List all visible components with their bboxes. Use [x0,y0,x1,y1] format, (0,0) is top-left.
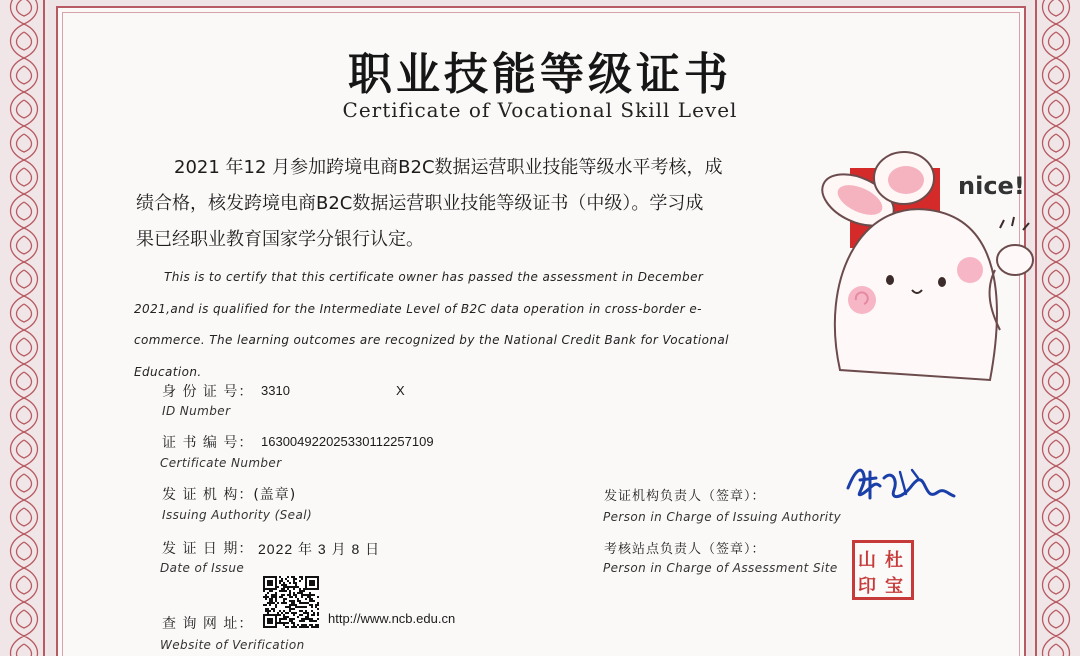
body-cn-line: 2021 年12 月参加跨境电商B2C数据运营职业技能等级水平考核，成 [174,157,723,178]
cert-number-value: 1630049220253301122571​09 [261,434,434,449]
body-text-en [134,262,780,388]
certificate-title-en: Certificate of Vocational Skill Level [342,98,738,122]
body-en-line: commerce. The learning outcomes are recognized by the National Credit Bank for Vocational [134,333,729,347]
id-value-end: X [396,383,405,398]
id-label-cn: 身 份 证 号： [162,384,254,400]
website-link[interactable]: http://www.ncb.edu.cn [328,611,456,626]
authority-label-en: Issuing Authority (Seal) [162,508,313,522]
certificate-title-cn: 职业技能等级证书 [348,49,732,100]
qr-finder [309,580,315,586]
website-label-cn: 查 询 网 址： [162,616,254,632]
qr-finder [267,618,273,624]
seal-char: 宝 [885,576,903,597]
seal-char: 印 [858,576,876,597]
sticker-nice-text: nice! [958,172,1025,200]
id-label-en: ID Number [162,404,231,418]
body-en-line: This is to certify that this certificate owner has passed the assessment in December [164,270,704,284]
body-en-line: 2021,and is qualified for the Intermediate Level of B2C data operation in cross-border e- [134,301,702,316]
date-label-cn: 发 证 日 期： [162,541,254,557]
body-text-cn [136,150,802,258]
date-value: 2022 年 3 月 8 日 [258,541,381,557]
cert-number-label-cn: 证 书 编 号： [162,435,254,451]
cert-number-label-en: Certificate Number [160,456,282,470]
body-en-line: Education. [134,364,202,379]
issuing-person-label-cn: 发证机构负责人（签章）： [604,489,766,504]
handwritten-signature [840,458,960,506]
site-person-label-en: Person in Charge of Assessment Site [603,561,838,575]
bunny-sticker [800,130,1040,400]
red-seal-stamp [852,540,914,600]
qr-finder [267,580,273,586]
date-label-en: Date of Issue [160,561,245,575]
qr-code[interactable] [263,576,319,628]
authority-label-cn: 发 证 机 构：(盖章) [162,487,297,503]
body-cn-line: 绩合格，核发跨境电商B2C数据运营职业技能等级证书（中级）。学习成 [136,193,704,214]
seal-char: 山 [858,550,876,571]
site-person-label-cn: 考核站点负责人（签章）： [604,542,766,557]
id-value-start: 3310 [261,383,290,398]
website-label-en: Website of Verification [160,638,305,652]
body-cn-line: 果已经职业教育国家学分银行认定。 [136,229,424,250]
seal-char: 杜 [885,550,903,571]
issuing-person-label-en: Person in Charge of Issuing Authority [603,510,842,524]
